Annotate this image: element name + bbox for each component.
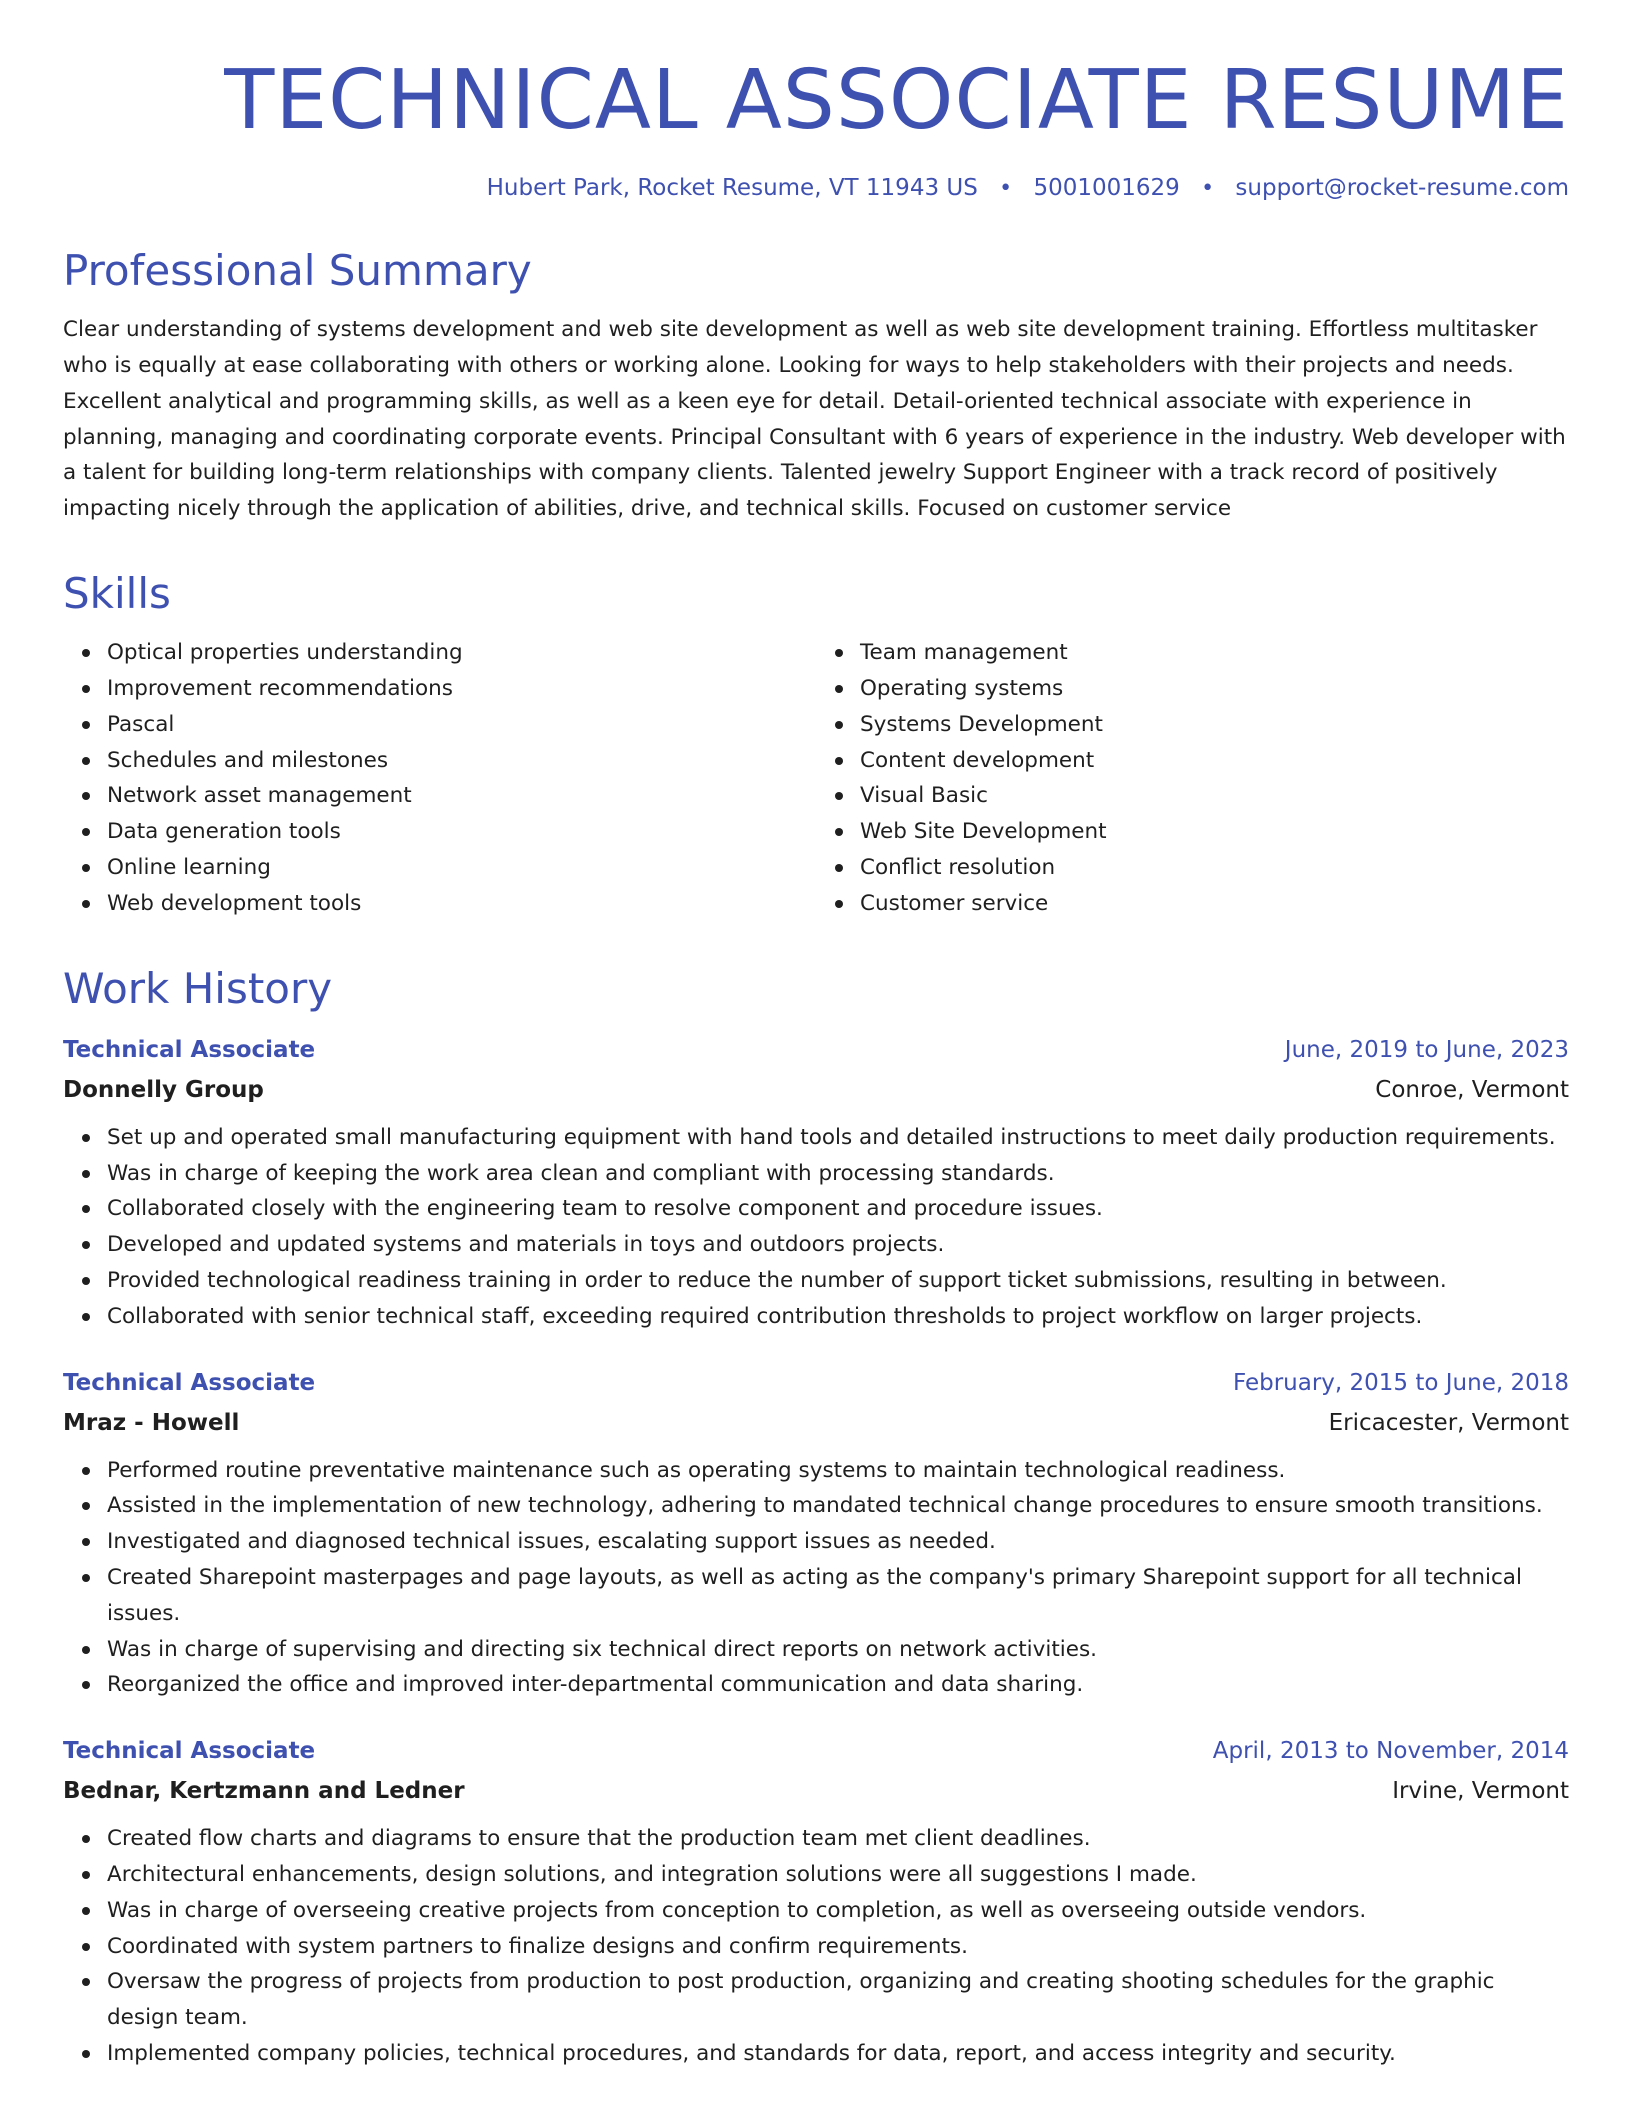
job-entry <box>63 1030 1569 1335</box>
work-history-heading: Work History <box>63 963 333 1013</box>
job-location: Irvine, Vermont <box>1392 1778 1569 1805</box>
summary-heading: Professional Summary <box>63 246 532 296</box>
skill-item: Schedules and milestones <box>107 743 816 779</box>
job-bullet: Was in charge of keeping the work area clean and compliant with processing standards. <box>107 1156 1569 1192</box>
job-bullets <box>63 1120 1569 1335</box>
job-company: Bednar, Kertzmann and Ledner <box>63 1778 465 1805</box>
job-bullet: Developed and updated systems and materials in toys and outdoors projects. <box>107 1227 1569 1263</box>
skill-item: Optical properties understanding <box>107 635 816 671</box>
skills-list-right <box>816 635 1569 921</box>
job-bullet: Set up and operated small manufacturing equipment with hand tools and detailed instructions to meet daily production requirements. <box>107 1120 1569 1156</box>
skill-item: Conflict resolution <box>860 850 1569 886</box>
job-entry <box>63 1731 1569 2072</box>
job-title: Technical Associate <box>63 1036 316 1063</box>
job-company: Mraz - Howell <box>63 1409 240 1436</box>
skill-item: Team management <box>860 635 1569 671</box>
job-bullet: Collaborated closely with the engineering team to resolve component and procedure issues. <box>107 1191 1569 1227</box>
job-location: Conroe, Vermont <box>1375 1076 1569 1103</box>
job-bullet: Reorganized the office and improved inter-departmental communication and data sharing. <box>107 1667 1569 1703</box>
skill-item: Operating systems <box>860 671 1569 707</box>
job-bullet: Collaborated with senior technical staff, exceeding required contribution thresholds to project workflow on larger projects. <box>107 1299 1569 1335</box>
contact-email: support@rocket-resume.com <box>1235 175 1569 202</box>
job-bullet: Investigated and diagnosed technical issues, escalating support issues as needed. <box>107 1524 1569 1560</box>
job-title: Technical Associate <box>63 1738 316 1765</box>
job-bullet: Coordinated with system partners to finalize designs and confirm requirements. <box>107 1929 1569 1965</box>
skills-heading: Skills <box>63 569 171 619</box>
skill-item: Customer service <box>860 886 1569 922</box>
job-company: Donnelly Group <box>63 1076 264 1103</box>
job-bullet: Provided technological readiness training in order to reduce the number of support ticket submissions, resulting in between. <box>107 1263 1569 1299</box>
skill-item: Content development <box>860 743 1569 779</box>
contact-address: Hubert Park, Rocket Resume, VT 11943 US <box>486 175 978 202</box>
summary-text: Clear understanding of systems development and web site development as well as web site development training. Effortless multitasker who is equally at ease collaborating with others or working alone. Looking for ways to help stakeholders with their projects and needs. Excellent analytical and programming skills, as well as a keen eye for detail. Detail-oriented technical associate with experience in planning, managing and coordinating corporate events. Principal Consultant with 6 years of experience in the industry. Web developer with a talent for building long-term relationships with company clients. Talented jewelry Support Engineer with a track record of positively impacting nicely through the application of abilities, drive, and technical skills. Focused on customer service <box>63 317 1566 522</box>
job-bullet: Architectural enhancements, design solutions, and integration solutions were all suggestions I made. <box>107 1857 1569 1893</box>
contact-separator: • <box>1201 176 1215 202</box>
job-dates: June, 2019 to June, 2023 <box>1284 1036 1569 1063</box>
skill-item: Network asset management <box>107 778 816 814</box>
skill-item: Systems Development <box>860 707 1569 743</box>
job-dates: April, 2013 to November, 2014 <box>1212 1738 1569 1765</box>
job-bullet: Oversaw the progress of projects from production to post production, organizing and creating shooting schedules for the graphic design team. <box>107 1964 1569 2036</box>
skill-item: Web Site Development <box>860 814 1569 850</box>
job-title: Technical Associate <box>63 1369 316 1396</box>
job-bullet: Was in charge of overseeing creative projects from conception to completion, as well as overseeing outside vendors. <box>107 1893 1569 1929</box>
job-bullet: Implemented company policies, technical procedures, and standards for data, report, and access integrity and security. <box>107 2036 1569 2072</box>
job-bullets <box>63 1453 1569 1704</box>
contact-line <box>63 174 1569 204</box>
skill-item: Pascal <box>107 707 816 743</box>
resume-title: TECHNICAL ASSOCIATE RESUME <box>224 53 1569 148</box>
job-bullet: Created Sharepoint masterpages and page layouts, as well as acting as the company's primary Sharepoint support for all technical issues. <box>107 1560 1569 1632</box>
contact-separator: • <box>999 176 1013 202</box>
job-bullet: Assisted in the implementation of new technology, adhering to mandated technical change procedures to ensure smooth transitions. <box>107 1488 1569 1524</box>
contact-phone: 5001001629 <box>1033 175 1180 202</box>
job-bullets <box>63 1821 1569 2072</box>
job-entry <box>63 1363 1569 1704</box>
skill-item: Online learning <box>107 850 816 886</box>
job-bullet: Was in charge of supervising and directing six technical direct reports on network activities. <box>107 1632 1569 1668</box>
job-location: Ericacester, Vermont <box>1328 1409 1569 1436</box>
skill-item: Web development tools <box>107 886 816 922</box>
job-bullet: Created flow charts and diagrams to ensure that the production team met client deadlines. <box>107 1821 1569 1857</box>
job-dates: February, 2015 to June, 2018 <box>1232 1369 1569 1396</box>
skill-item: Data generation tools <box>107 814 816 850</box>
skill-item: Improvement recommendations <box>107 671 816 707</box>
skills-list-left <box>63 635 816 921</box>
job-bullet: Performed routine preventative maintenance such as operating systems to maintain technological readiness. <box>107 1453 1569 1489</box>
skills-grid <box>63 635 1569 921</box>
skill-item: Visual Basic <box>860 778 1569 814</box>
